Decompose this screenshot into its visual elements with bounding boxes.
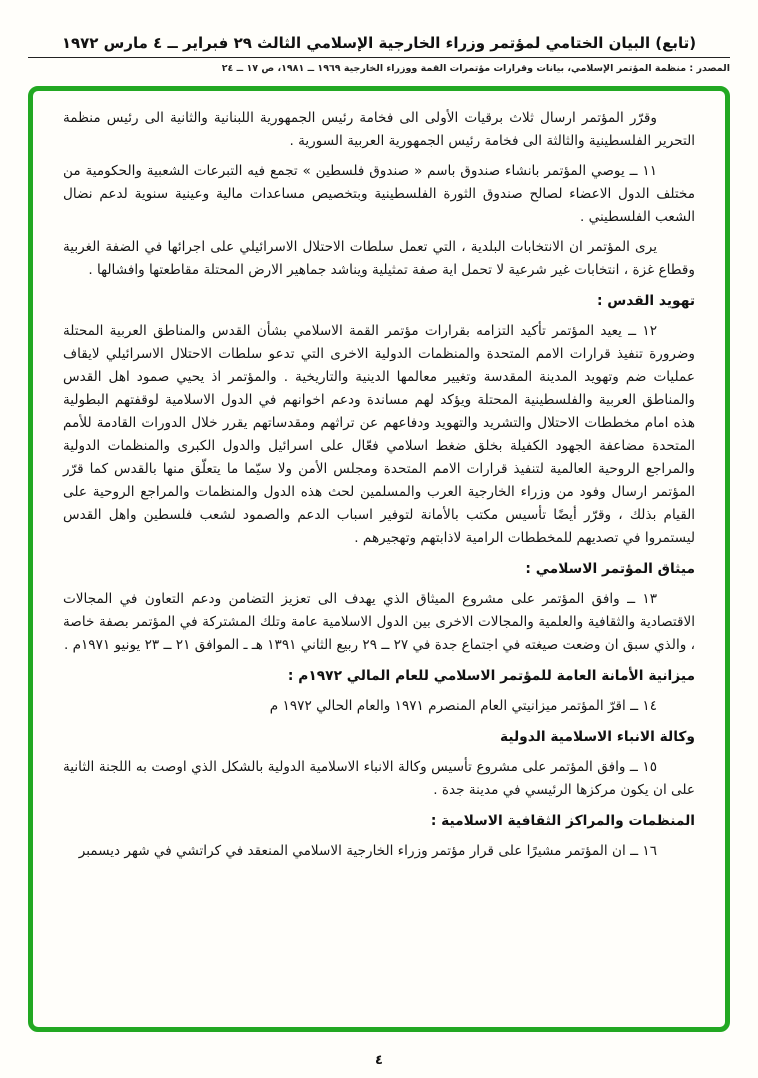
paragraph: ١٤ ــ اقرّ المؤتمر ميزانيتي العام المنصرم ١٩٧١ والعام الحالي ١٩٧٢ م (269, 698, 657, 714)
paragraph: ١١ ــ يوصي المؤتمر بانشاء صندوق باسم « صندوق فلسطين » تجمع فيه التبرعات الشعبية والحكومية من مختلف الدول الاعضاء لصالح صندوق الثورة الفلسطينية وبتخصيص مساعدات مالية وعينية سنوية لدعم نضال الشعب الفلسطيني . (63, 163, 695, 225)
section-heading-judaization-of-jerusalem: تهويد القدس : (596, 293, 695, 309)
paragraph: وقرّر المؤتمر ارسال ثلاث برقيات الأولى الى فخامة رئيس الجمهورية اللبنانية والثانية الى رئيس منظمة التحرير الفلسطينية والثالثة الى فخامة رئيس الجمهورية العربية السورية . (63, 110, 695, 149)
document-header (28, 34, 730, 74)
source-citation: المصدر : منظمة المؤتمر الإسلامي، بيانات وقرارات مؤتمرات القمة ووزراء الخارجية ١٩٦٩ ــ ١٩٨١، ص ١٧ ــ ٢٤ (221, 63, 730, 74)
section-heading-budget-1972: ميزانية الأمانة العامة للمؤتمر الاسلامي للعام المالي ١٩٧٢م : (287, 668, 695, 684)
paragraph: ١٢ ــ يعيد المؤتمر تأكيد التزامه بقرارات مؤتمر القمة الاسلامي بشأن القدس والمناطق العربية المحتلة وضرورة تنفيذ قرارات الامم المتحدة والمنظمات الدولية الاخرى التي تدعو سلطات الاحتلال الاسرائيلي لايقاف عمليات ضم وتهويد المدينة المقدسة وتغيير معالمها الدينية والتاريخية . والمؤتمر اذ يحيي صمود اهل القدس والمناطق العربية والفلسطينية المحتلة ويؤكد لهم مساندة ودعم اخوانهم في الدول الاسلامية لوقفتهم البطولية هذه امام مخططات الاحتلال والتشريد والتهويد ودفاعهم عن تراثهم ومقدساتهم يقرر خلال الدورات القادمة للأمم المتحدة مضاعفة الجهود الكفيلة بخلق ضغط اسلامي فعّال على اسرائيل والدول الكبرى والمنظمات الدولية والمراجع الروحية العالمية لتنفيذ قرارات الامم المتحدة ومجلس الأمن ولا سيّما ما يتعلّق منها بالقدس كما قرّر المؤتمر ارسال وفود من وزراء الخارجية العرب والمسلمين لحث هذه الدول والمنظمات والمراجع الروحية على القيام بذلك ، وقرّر أيضًا تأسيس مكتب بالأمانة لتوفير اسباب الدعم والصمود لشعب فلسطين واهل القدس ليستمروا في تصديهم للمخططات الرامية لاذابتهم وتهجيرهم . (63, 323, 695, 546)
paragraph: ١٥ ــ وافق المؤتمر على مشروع تأسيس وكالة الانباء الاسلامية الدولية بالشكل الذي اوصت به اللجنة الثانية على ان يكون مركزها الرئيسي في مدينة جدة . (63, 759, 695, 798)
document-content-box (28, 86, 730, 1032)
paragraph: يرى المؤتمر ان الانتخابات البلدية ، التي تعمل سلطات الاحتلال الاسرائيلي على اجرائها في الضفة الغربية وقطاع غزة ، انتخابات غير شرعية لا تحمل اية صفة تمثيلية ويناشد جماهير الارض المحتلة مقاطعتها وافشالها . (63, 239, 695, 278)
page-number: ٤ (375, 1053, 383, 1068)
paragraph: ١٣ ــ وافق المؤتمر على مشروع الميثاق الذي يهدف الى تعزيز التضامن ودعم التعاون في المجالات الاقتصادية والثقافية والعلمية والمجالات الاخرى بين الدول الاسلامية عامة وتلك المشتركة في المؤتمر بصفة خاصة ، والذي سبق ان وضعت صيغته في اجتماع جدة في ٢٧ ــ ٢٩ ربيع الثاني ١٣٩١ هـ ـ الموافق ٢١ ــ ٢٣ يونيو ١٩٧١م . (63, 591, 695, 653)
section-heading-islamic-conference-charter: ميثاق المؤتمر الاسلامي : (525, 561, 695, 577)
paragraph: ١٦ ــ ان المؤتمر مشيرًا على قرار مؤتمر وزراء الخارجية الاسلامي المنعقد في كراتشي في شهر ديسمبر (78, 843, 657, 859)
section-heading-islamic-news-agency: وكالة الانباء الاسلامية الدولية (499, 729, 695, 745)
section-heading-islamic-cultural-centers: المنظمات والمراكز الثقافية الاسلامية : (430, 813, 695, 829)
document-title: (تابع) البيان الختامي لمؤتمر وزراء الخارجية الإسلامي الثالث ٢٩ فبراير ــ ٤ مارس ١٩٧٢ (28, 34, 730, 58)
